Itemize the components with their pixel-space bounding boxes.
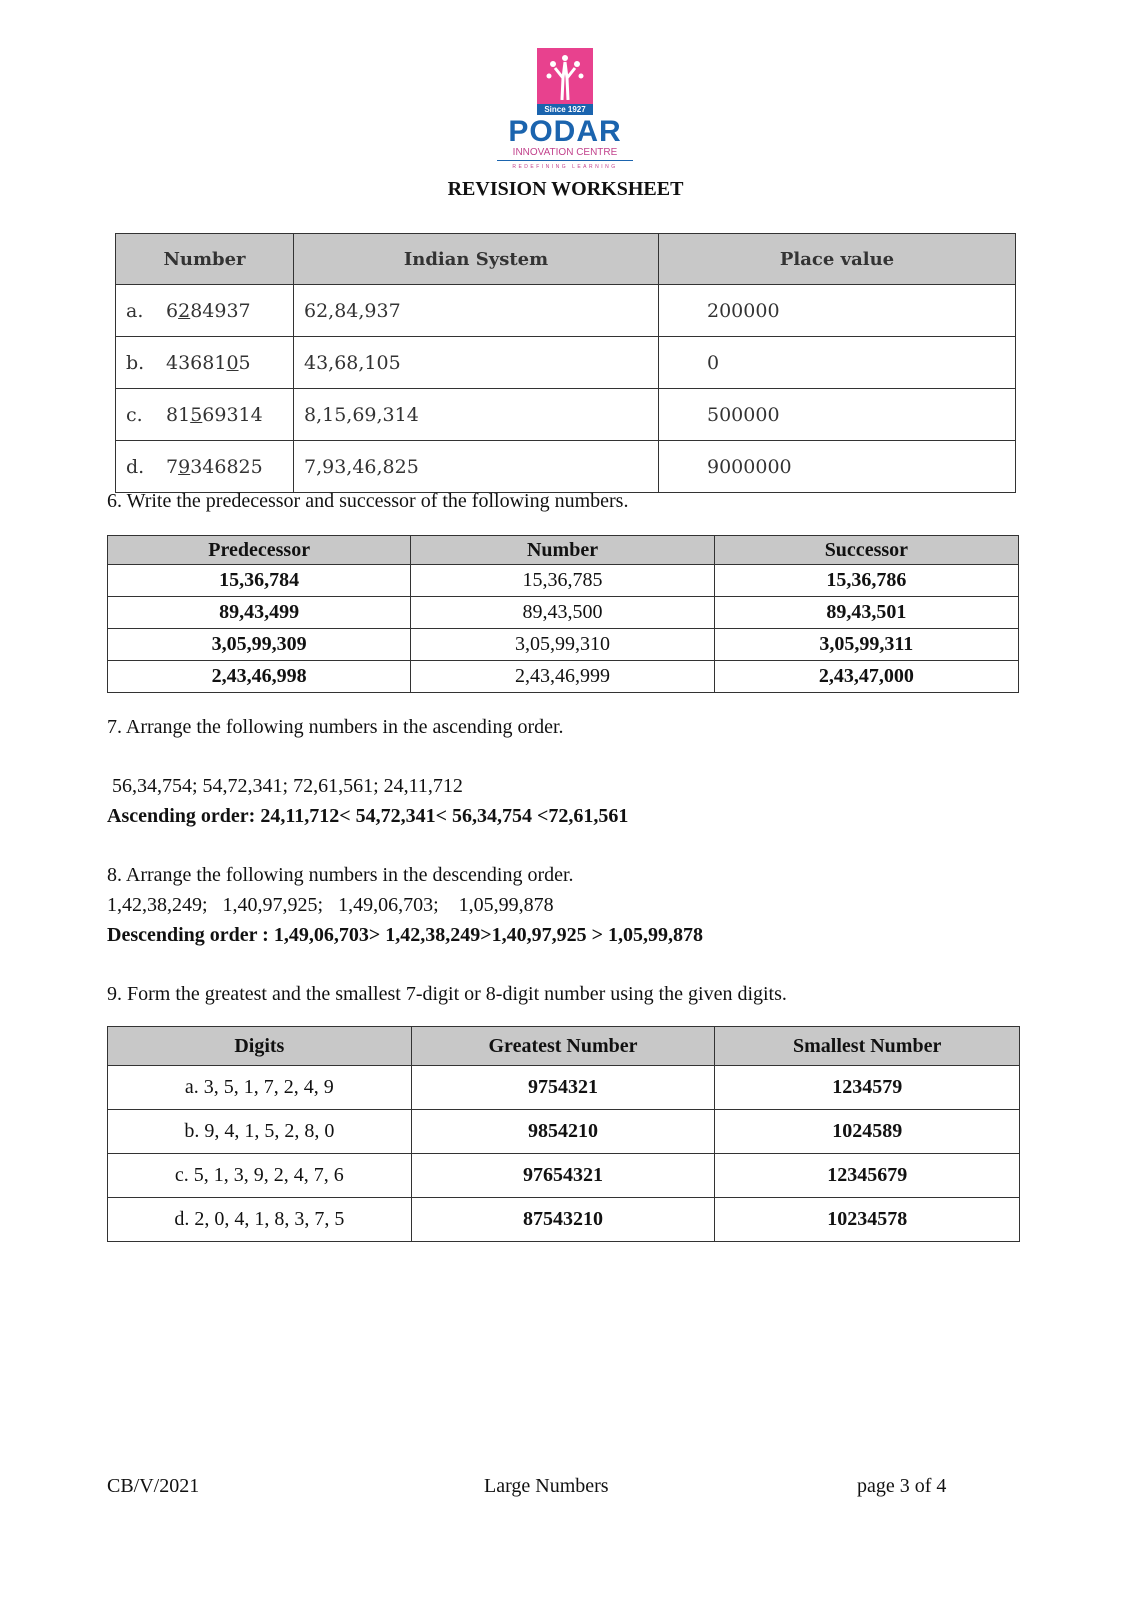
predecessor-cell: 15,36,784 [108,565,411,597]
footer-code: CB/V/2021 [107,1475,200,1497]
tree-logo-icon [537,48,593,104]
number-cell: 15,36,785 [411,565,714,597]
indian-system-cell: 8,15,69,314 [294,389,659,441]
table-row [108,565,1019,597]
successor-cell: 89,43,501 [714,597,1018,629]
greatest-number-cell: 97654321 [411,1154,715,1198]
smallest-number-cell: 1024589 [715,1110,1020,1154]
greatest-number-cell: 9854210 [411,1110,715,1154]
column-header: Place value [659,234,1016,285]
question-8: 8. Arrange the following numbers in the descending order. [107,864,574,886]
place-value-cell: 500000 [659,389,1016,441]
number-cell [116,441,294,493]
row-label: d. [126,455,145,478]
question-8-numbers: 1,42,38,249; 1,40,97,925; 1,49,06,703; 1,05,99,878 [107,894,554,916]
number-part: 81 [166,403,191,426]
column-header: Indian System [294,234,659,285]
table-row [108,1154,1020,1198]
digits-cell: a. 3, 5, 1, 7, 2, 4, 9 [108,1066,412,1110]
underlined-digit: 2 [178,299,191,322]
table-row [116,285,1016,337]
place-value-cell: 9000000 [659,441,1016,493]
indian-system-cell: 43,68,105 [294,337,659,389]
underlined-digit: 0 [226,351,239,374]
number-part: 346825 [190,455,263,478]
underlined-digit: 9 [178,455,191,478]
column-header: Greatest Number [411,1027,715,1066]
place-value-table [115,233,1016,493]
question-6: 6. Write the predecessor and successor of the following numbers. [107,490,629,512]
predecessor-cell: 3,05,99,309 [108,629,411,661]
place-value-cell: 0 [659,337,1016,389]
number-cell: 89,43,500 [411,597,714,629]
logo-since: Since 1927 [537,104,593,115]
table-row [116,337,1016,389]
predecessor-cell: 2,43,46,998 [108,661,411,693]
predecessor-cell: 89,43,499 [108,597,411,629]
row-label: c. [126,403,143,426]
successor-cell: 2,43,47,000 [714,661,1018,693]
logo-tagline: REDEFINING LEARNING [512,164,618,170]
number-part: 5 [238,351,251,374]
greatest-number-cell: 9754321 [411,1066,715,1110]
logo-name: PODAR [508,115,622,148]
table-row [116,441,1016,493]
table-row [116,389,1016,441]
table-row [108,1110,1020,1154]
table-row [108,629,1019,661]
table-header [116,234,1016,285]
column-header: Predecessor [108,536,411,565]
row-label: a. [126,299,144,322]
number-part: 43681 [166,351,227,374]
number-cell [116,285,294,337]
indian-system-cell: 62,84,937 [294,285,659,337]
digits-cell: d. 2, 0, 4, 1, 8, 3, 7, 5 [108,1198,412,1242]
column-header: Number [116,234,294,285]
worksheet-title: REVISION WORKSHEET [447,178,684,200]
greatest-smallest-table [107,1026,1020,1242]
digits-cell: c. 5, 1, 3, 9, 2, 4, 7, 6 [108,1154,412,1198]
greatest-number-cell: 87543210 [411,1198,715,1242]
predecessor-successor-table [107,535,1019,693]
footer-page: page 3 of 4 [857,1475,947,1497]
digits-cell: b. 9, 4, 1, 5, 2, 8, 0 [108,1110,412,1154]
question-7-numbers: 56,34,754; 54,72,341; 72,61,561; 24,11,712 [107,775,463,797]
number-cell: 3,05,99,310 [411,629,714,661]
table-header [108,1027,1020,1066]
podar-logo [490,48,640,170]
indian-system-cell: 7,93,46,825 [294,441,659,493]
logo-subtitle: INNOVATION CENTRE [497,147,633,161]
number-part: 6 [166,299,179,322]
question-7-answer: Ascending order: 24,11,712< 54,72,341< 56,34,754 <72,61,561 [107,805,629,827]
number-cell [116,389,294,441]
footer-topic: Large Numbers [484,1475,609,1497]
column-header: Number [411,536,714,565]
number-part: 84937 [190,299,251,322]
table-header [108,536,1019,565]
table-row [108,661,1019,693]
number-part: 69314 [202,403,263,426]
table-row [108,1198,1020,1242]
column-header: Smallest Number [715,1027,1020,1066]
question-8-answer: Descending order : 1,49,06,703> 1,42,38,249>1,40,97,925 > 1,05,99,878 [107,924,704,946]
column-header: Successor [714,536,1018,565]
row-label: b. [126,351,145,374]
underlined-digit: 5 [190,403,203,426]
smallest-number-cell: 12345679 [715,1154,1020,1198]
smallest-number-cell: 10234578 [715,1198,1020,1242]
place-value-cell: 200000 [659,285,1016,337]
question-9: 9. Form the greatest and the smallest 7-digit or 8-digit number using the given digits. [107,983,787,1005]
smallest-number-cell: 1234579 [715,1066,1020,1110]
successor-cell: 15,36,786 [714,565,1018,597]
column-header: Digits [108,1027,412,1066]
question-7: 7. Arrange the following numbers in the ascending order. [107,716,564,738]
number-cell: 2,43,46,999 [411,661,714,693]
number-cell [116,337,294,389]
table-row [108,1066,1020,1110]
successor-cell: 3,05,99,311 [714,629,1018,661]
number-part: 7 [166,455,179,478]
table-row [108,597,1019,629]
